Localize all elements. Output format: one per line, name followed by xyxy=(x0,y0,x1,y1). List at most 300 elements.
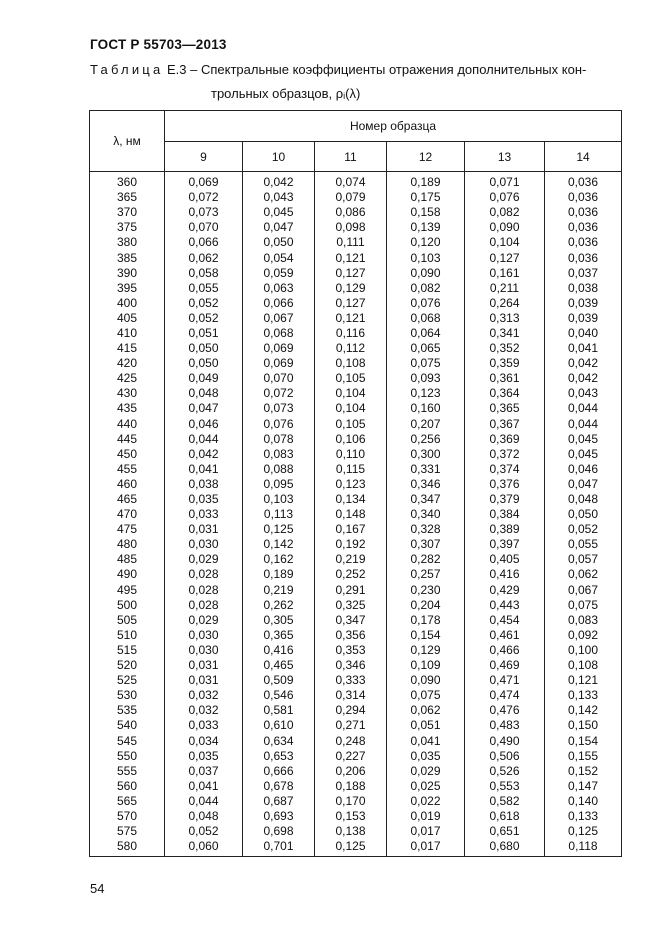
reflectance-cell: 0,133 xyxy=(545,688,622,703)
reflectance-cell: 0,341 xyxy=(465,326,545,341)
reflectance-cell: 0,698 xyxy=(243,824,315,839)
reflectance-cell: 0,509 xyxy=(243,673,315,688)
reflectance-cell: 0,036 xyxy=(545,220,622,235)
wavelength-cell: 550 xyxy=(90,749,165,764)
reflectance-cell: 0,070 xyxy=(243,371,315,386)
reflectance-cell: 0,055 xyxy=(545,537,622,552)
reflectance-table xyxy=(89,110,622,857)
reflectance-cell: 0,030 xyxy=(165,537,243,552)
reflectance-cell: 0,678 xyxy=(243,779,315,794)
wavelength-cell: 535 xyxy=(90,703,165,718)
reflectance-cell: 0,161 xyxy=(465,266,545,281)
wavelength-cell: 360 xyxy=(90,172,165,191)
reflectance-cell: 0,365 xyxy=(465,401,545,416)
reflectance-cell: 0,058 xyxy=(165,266,243,281)
reflectance-cell: 0,044 xyxy=(165,432,243,447)
table-row xyxy=(90,477,622,492)
reflectance-cell: 0,086 xyxy=(315,205,387,220)
reflectance-cell: 0,379 xyxy=(465,492,545,507)
table-row xyxy=(90,522,622,537)
reflectance-cell: 0,062 xyxy=(545,567,622,582)
reflectance-cell: 0,069 xyxy=(243,341,315,356)
reflectance-cell: 0,083 xyxy=(243,447,315,462)
reflectance-cell: 0,553 xyxy=(465,779,545,794)
table-row xyxy=(90,462,622,477)
wavelength-cell: 365 xyxy=(90,190,165,205)
reflectance-cell: 0,152 xyxy=(545,764,622,779)
reflectance-cell: 0,189 xyxy=(387,172,465,191)
wavelength-cell: 565 xyxy=(90,794,165,809)
reflectance-cell: 0,050 xyxy=(243,235,315,250)
reflectance-cell: 0,045 xyxy=(545,447,622,462)
table-row xyxy=(90,326,622,341)
sample-number-cell: 13 xyxy=(465,142,545,172)
reflectance-cell: 0,364 xyxy=(465,386,545,401)
reflectance-cell: 0,158 xyxy=(387,205,465,220)
reflectance-cell: 0,050 xyxy=(165,341,243,356)
reflectance-cell: 0,666 xyxy=(243,764,315,779)
reflectance-cell: 0,052 xyxy=(165,824,243,839)
reflectance-cell: 0,036 xyxy=(545,205,622,220)
reflectance-cell: 0,044 xyxy=(545,417,622,432)
reflectance-cell: 0,030 xyxy=(165,643,243,658)
table-row xyxy=(90,552,622,567)
reflectance-cell: 0,076 xyxy=(465,190,545,205)
table-row xyxy=(90,567,622,582)
reflectance-cell: 0,154 xyxy=(545,733,622,748)
reflectance-cell: 0,429 xyxy=(465,583,545,598)
wavelength-cell: 495 xyxy=(90,583,165,598)
reflectance-cell: 0,121 xyxy=(315,250,387,265)
reflectance-cell: 0,105 xyxy=(315,371,387,386)
reflectance-cell: 0,041 xyxy=(165,462,243,477)
reflectance-cell: 0,106 xyxy=(315,432,387,447)
table-body xyxy=(90,172,622,857)
reflectance-cell: 0,073 xyxy=(165,205,243,220)
reflectance-cell: 0,072 xyxy=(165,190,243,205)
reflectance-cell: 0,219 xyxy=(315,552,387,567)
reflectance-cell: 0,365 xyxy=(243,628,315,643)
reflectance-cell: 0,153 xyxy=(315,809,387,824)
table-row xyxy=(90,447,622,462)
reflectance-cell: 0,443 xyxy=(465,598,545,613)
wavelength-cell: 435 xyxy=(90,401,165,416)
reflectance-cell: 0,490 xyxy=(465,733,545,748)
table-row xyxy=(90,598,622,613)
reflectance-cell: 0,369 xyxy=(465,432,545,447)
reflectance-cell: 0,052 xyxy=(545,522,622,537)
reflectance-cell: 0,300 xyxy=(387,447,465,462)
table-row xyxy=(90,356,622,371)
reflectance-cell: 0,476 xyxy=(465,703,545,718)
reflectance-cell: 0,041 xyxy=(545,341,622,356)
reflectance-cell: 0,082 xyxy=(465,205,545,220)
wavelength-cell: 560 xyxy=(90,779,165,794)
reflectance-cell: 0,109 xyxy=(387,658,465,673)
reflectance-cell: 0,416 xyxy=(465,567,545,582)
table-row xyxy=(90,643,622,658)
wavelength-cell: 385 xyxy=(90,250,165,265)
table-row xyxy=(90,371,622,386)
reflectance-cell: 0,103 xyxy=(387,250,465,265)
reflectance-cell: 0,262 xyxy=(243,598,315,613)
reflectance-cell: 0,050 xyxy=(165,356,243,371)
table-row xyxy=(90,507,622,522)
reflectance-cell: 0,044 xyxy=(165,794,243,809)
reflectance-cell: 0,207 xyxy=(387,417,465,432)
reflectance-cell: 0,076 xyxy=(387,296,465,311)
reflectance-cell: 0,037 xyxy=(165,764,243,779)
reflectance-cell: 0,154 xyxy=(387,628,465,643)
reflectance-cell: 0,082 xyxy=(387,281,465,296)
table-caption-title: Е.3 – Спектральные коэффициенты отражения дополнительных кон- xyxy=(163,62,587,77)
reflectance-cell: 0,125 xyxy=(545,824,622,839)
reflectance-cell: 0,680 xyxy=(465,839,545,857)
reflectance-cell: 0,230 xyxy=(387,583,465,598)
table-row xyxy=(90,537,622,552)
wavelength-cell: 570 xyxy=(90,809,165,824)
reflectance-cell: 0,050 xyxy=(545,507,622,522)
sample-number-cell: 9 xyxy=(165,142,243,172)
reflectance-cell: 0,067 xyxy=(545,583,622,598)
wavelength-header: λ, нм xyxy=(90,111,165,172)
reflectance-cell: 0,067 xyxy=(243,311,315,326)
reflectance-cell: 0,041 xyxy=(387,733,465,748)
reflectance-cell: 0,469 xyxy=(465,658,545,673)
reflectance-cell: 0,252 xyxy=(315,567,387,582)
reflectance-cell: 0,142 xyxy=(243,537,315,552)
reflectance-cell: 0,066 xyxy=(243,296,315,311)
reflectance-cell: 0,068 xyxy=(243,326,315,341)
table-row xyxy=(90,492,622,507)
reflectance-cell: 0,066 xyxy=(165,235,243,250)
reflectance-cell: 0,264 xyxy=(465,296,545,311)
reflectance-cell: 0,031 xyxy=(165,522,243,537)
reflectance-cell: 0,040 xyxy=(545,326,622,341)
reflectance-cell: 0,035 xyxy=(165,492,243,507)
reflectance-cell: 0,047 xyxy=(165,401,243,416)
reflectance-cell: 0,471 xyxy=(465,673,545,688)
table-row xyxy=(90,341,622,356)
reflectance-cell: 0,074 xyxy=(315,172,387,191)
reflectance-cell: 0,313 xyxy=(465,311,545,326)
reflectance-cell: 0,138 xyxy=(315,824,387,839)
wavelength-cell: 525 xyxy=(90,673,165,688)
wavelength-cell: 420 xyxy=(90,356,165,371)
reflectance-cell: 0,367 xyxy=(465,417,545,432)
reflectance-cell: 0,405 xyxy=(465,552,545,567)
sample-number-cell: 14 xyxy=(545,142,622,172)
reflectance-cell: 0,075 xyxy=(545,598,622,613)
wavelength-cell: 390 xyxy=(90,266,165,281)
wavelength-cell: 400 xyxy=(90,296,165,311)
reflectance-cell: 0,042 xyxy=(545,356,622,371)
reflectance-cell: 0,142 xyxy=(545,703,622,718)
reflectance-cell: 0,206 xyxy=(315,764,387,779)
reflectance-cell: 0,129 xyxy=(315,281,387,296)
reflectance-cell: 0,204 xyxy=(387,598,465,613)
sample-number-cell: 12 xyxy=(387,142,465,172)
reflectance-cell: 0,108 xyxy=(545,658,622,673)
reflectance-cell: 0,033 xyxy=(165,507,243,522)
reflectance-cell: 0,546 xyxy=(243,688,315,703)
reflectance-cell: 0,389 xyxy=(465,522,545,537)
wavelength-cell: 465 xyxy=(90,492,165,507)
table-row xyxy=(90,220,622,235)
reflectance-cell: 0,701 xyxy=(243,839,315,857)
reflectance-cell: 0,474 xyxy=(465,688,545,703)
wavelength-cell: 425 xyxy=(90,371,165,386)
table-row xyxy=(90,809,622,824)
reflectance-cell: 0,346 xyxy=(387,477,465,492)
reflectance-cell: 0,282 xyxy=(387,552,465,567)
wavelength-cell: 520 xyxy=(90,658,165,673)
reflectance-cell: 0,454 xyxy=(465,613,545,628)
reflectance-cell: 0,271 xyxy=(315,718,387,733)
reflectance-cell: 0,073 xyxy=(243,401,315,416)
reflectance-cell: 0,129 xyxy=(387,643,465,658)
reflectance-cell: 0,359 xyxy=(465,356,545,371)
table-row xyxy=(90,250,622,265)
reflectance-cell: 0,331 xyxy=(387,462,465,477)
wavelength-cell: 405 xyxy=(90,311,165,326)
reflectance-cell: 0,356 xyxy=(315,628,387,643)
reflectance-cell: 0,048 xyxy=(165,809,243,824)
wavelength-cell: 450 xyxy=(90,447,165,462)
wavelength-cell: 375 xyxy=(90,220,165,235)
table-row xyxy=(90,824,622,839)
reflectance-cell: 0,032 xyxy=(165,703,243,718)
reflectance-cell: 0,030 xyxy=(165,628,243,643)
reflectance-cell: 0,059 xyxy=(243,266,315,281)
table-row xyxy=(90,205,622,220)
table-caption-word: Таблица xyxy=(90,62,164,77)
reflectance-cell: 0,036 xyxy=(545,250,622,265)
reflectance-cell: 0,055 xyxy=(165,281,243,296)
reflectance-cell: 0,022 xyxy=(387,794,465,809)
reflectance-cell: 0,581 xyxy=(243,703,315,718)
reflectance-cell: 0,041 xyxy=(165,779,243,794)
reflectance-cell: 0,127 xyxy=(315,266,387,281)
reflectance-cell: 0,175 xyxy=(387,190,465,205)
table-row xyxy=(90,733,622,748)
reflectance-cell: 0,162 xyxy=(243,552,315,567)
reflectance-cell: 0,147 xyxy=(545,779,622,794)
standard-designation: ГОСТ Р 55703—2013 xyxy=(90,37,227,52)
reflectance-cell: 0,127 xyxy=(315,296,387,311)
reflectance-cell: 0,064 xyxy=(387,326,465,341)
reflectance-cell: 0,071 xyxy=(465,172,545,191)
reflectance-cell: 0,123 xyxy=(387,386,465,401)
reflectance-cell: 0,376 xyxy=(465,477,545,492)
reflectance-cell: 0,039 xyxy=(545,311,622,326)
table-row xyxy=(90,794,622,809)
reflectance-cell: 0,526 xyxy=(465,764,545,779)
reflectance-cell: 0,038 xyxy=(165,477,243,492)
wavelength-cell: 540 xyxy=(90,718,165,733)
table-caption-line-1 xyxy=(90,62,586,77)
reflectance-cell: 0,079 xyxy=(315,190,387,205)
reflectance-cell: 0,065 xyxy=(387,341,465,356)
reflectance-cell: 0,095 xyxy=(243,477,315,492)
reflectance-cell: 0,049 xyxy=(165,371,243,386)
wavelength-cell: 470 xyxy=(90,507,165,522)
reflectance-cell: 0,044 xyxy=(545,401,622,416)
reflectance-cell: 0,051 xyxy=(165,326,243,341)
reflectance-cell: 0,062 xyxy=(387,703,465,718)
reflectance-cell: 0,121 xyxy=(545,673,622,688)
table-row xyxy=(90,296,622,311)
reflectance-cell: 0,120 xyxy=(387,235,465,250)
reflectance-cell: 0,140 xyxy=(545,794,622,809)
table-row xyxy=(90,688,622,703)
reflectance-cell: 0,069 xyxy=(165,172,243,191)
table-row xyxy=(90,386,622,401)
table-caption-line-2: трольных образцов, ρᵢ(λ) xyxy=(211,86,361,101)
table-row xyxy=(90,583,622,598)
reflectance-cell: 0,104 xyxy=(315,401,387,416)
wavelength-cell: 480 xyxy=(90,537,165,552)
reflectance-cell: 0,057 xyxy=(545,552,622,567)
reflectance-cell: 0,100 xyxy=(545,643,622,658)
wavelength-cell: 555 xyxy=(90,764,165,779)
reflectance-cell: 0,582 xyxy=(465,794,545,809)
reflectance-cell: 0,160 xyxy=(387,401,465,416)
sample-number-header: Номер образца xyxy=(165,111,622,142)
reflectance-cell: 0,189 xyxy=(243,567,315,582)
reflectance-cell: 0,104 xyxy=(315,386,387,401)
reflectance-cell: 0,042 xyxy=(545,371,622,386)
reflectance-cell: 0,063 xyxy=(243,281,315,296)
reflectance-cell: 0,506 xyxy=(465,749,545,764)
reflectance-cell: 0,148 xyxy=(315,507,387,522)
reflectance-cell: 0,466 xyxy=(465,643,545,658)
reflectance-cell: 0,072 xyxy=(243,386,315,401)
reflectance-cell: 0,088 xyxy=(243,462,315,477)
reflectance-cell: 0,248 xyxy=(315,733,387,748)
reflectance-cell: 0,125 xyxy=(315,839,387,857)
reflectance-cell: 0,139 xyxy=(387,220,465,235)
reflectance-cell: 0,017 xyxy=(387,824,465,839)
table-row xyxy=(90,703,622,718)
reflectance-cell: 0,328 xyxy=(387,522,465,537)
reflectance-cell: 0,068 xyxy=(387,311,465,326)
reflectance-cell: 0,110 xyxy=(315,447,387,462)
reflectance-cell: 0,031 xyxy=(165,658,243,673)
reflectance-cell: 0,042 xyxy=(165,447,243,462)
wavelength-cell: 460 xyxy=(90,477,165,492)
reflectance-cell: 0,036 xyxy=(545,172,622,191)
sample-number-row xyxy=(90,142,622,172)
reflectance-cell: 0,227 xyxy=(315,749,387,764)
reflectance-cell: 0,353 xyxy=(315,643,387,658)
reflectance-cell: 0,333 xyxy=(315,673,387,688)
wavelength-cell: 475 xyxy=(90,522,165,537)
reflectance-cell: 0,178 xyxy=(387,613,465,628)
reflectance-cell: 0,340 xyxy=(387,507,465,522)
reflectance-cell: 0,043 xyxy=(545,386,622,401)
reflectance-cell: 0,076 xyxy=(243,417,315,432)
table-row xyxy=(90,613,622,628)
reflectance-cell: 0,294 xyxy=(315,703,387,718)
reflectance-cell: 0,113 xyxy=(243,507,315,522)
reflectance-cell: 0,123 xyxy=(315,477,387,492)
reflectance-cell: 0,155 xyxy=(545,749,622,764)
reflectance-cell: 0,291 xyxy=(315,583,387,598)
wavelength-cell: 485 xyxy=(90,552,165,567)
reflectance-cell: 0,092 xyxy=(545,628,622,643)
reflectance-cell: 0,047 xyxy=(243,220,315,235)
wavelength-cell: 575 xyxy=(90,824,165,839)
reflectance-cell: 0,046 xyxy=(165,417,243,432)
reflectance-cell: 0,019 xyxy=(387,809,465,824)
reflectance-cell: 0,036 xyxy=(545,235,622,250)
wavelength-cell: 380 xyxy=(90,235,165,250)
reflectance-cell: 0,483 xyxy=(465,718,545,733)
reflectance-cell: 0,372 xyxy=(465,447,545,462)
reflectance-cell: 0,029 xyxy=(165,613,243,628)
wavelength-cell: 510 xyxy=(90,628,165,643)
wavelength-cell: 410 xyxy=(90,326,165,341)
reflectance-cell: 0,116 xyxy=(315,326,387,341)
reflectance-cell: 0,051 xyxy=(387,718,465,733)
reflectance-cell: 0,045 xyxy=(243,205,315,220)
reflectance-cell: 0,078 xyxy=(243,432,315,447)
reflectance-cell: 0,374 xyxy=(465,462,545,477)
wavelength-cell: 545 xyxy=(90,733,165,748)
reflectance-cell: 0,103 xyxy=(243,492,315,507)
table-row xyxy=(90,628,622,643)
reflectance-cell: 0,314 xyxy=(315,688,387,703)
reflectance-cell: 0,017 xyxy=(387,839,465,857)
table-row xyxy=(90,417,622,432)
wavelength-cell: 445 xyxy=(90,432,165,447)
table-row xyxy=(90,190,622,205)
reflectance-cell: 0,060 xyxy=(165,839,243,857)
reflectance-cell: 0,093 xyxy=(387,371,465,386)
reflectance-cell: 0,347 xyxy=(387,492,465,507)
reflectance-cell: 0,108 xyxy=(315,356,387,371)
reflectance-cell: 0,047 xyxy=(545,477,622,492)
reflectance-cell: 0,257 xyxy=(387,567,465,582)
table-row xyxy=(90,311,622,326)
reflectance-cell: 0,028 xyxy=(165,598,243,613)
table-row xyxy=(90,749,622,764)
reflectance-cell: 0,029 xyxy=(387,764,465,779)
table-row xyxy=(90,266,622,281)
table-row xyxy=(90,764,622,779)
reflectance-cell: 0,043 xyxy=(243,190,315,205)
reflectance-cell: 0,031 xyxy=(165,673,243,688)
table-row xyxy=(90,172,622,191)
reflectance-cell: 0,048 xyxy=(545,492,622,507)
reflectance-cell: 0,035 xyxy=(165,749,243,764)
reflectance-cell: 0,052 xyxy=(165,296,243,311)
reflectance-cell: 0,133 xyxy=(545,809,622,824)
reflectance-cell: 0,090 xyxy=(387,266,465,281)
wavelength-cell: 415 xyxy=(90,341,165,356)
wavelength-cell: 370 xyxy=(90,205,165,220)
table-row xyxy=(90,839,622,857)
table-row xyxy=(90,779,622,794)
reflectance-cell: 0,634 xyxy=(243,733,315,748)
sample-number-cell: 11 xyxy=(315,142,387,172)
reflectance-cell: 0,070 xyxy=(165,220,243,235)
reflectance-cell: 0,046 xyxy=(545,462,622,477)
reflectance-cell: 0,397 xyxy=(465,537,545,552)
reflectance-cell: 0,687 xyxy=(243,794,315,809)
reflectance-cell: 0,121 xyxy=(315,311,387,326)
